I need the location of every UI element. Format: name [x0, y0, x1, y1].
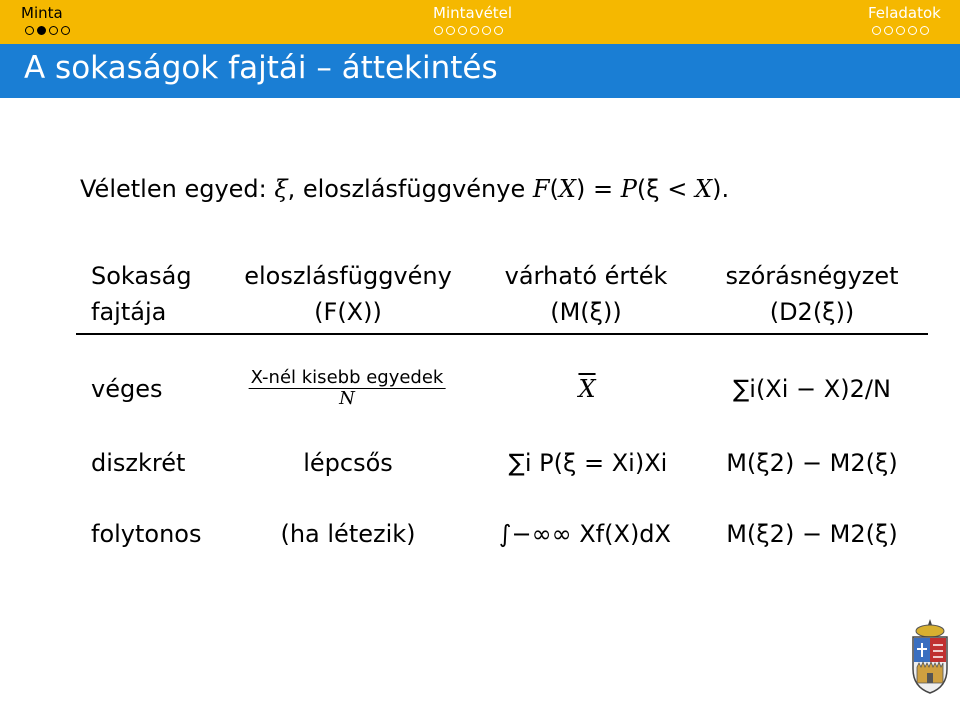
nav-dot[interactable]: [49, 26, 58, 35]
nav-dot[interactable]: [470, 26, 479, 35]
slide-title: A sokaságok fajtái – áttekintés: [24, 50, 498, 86]
row-folytonos-label: folytonos: [91, 520, 202, 548]
row-diszkret-cdf: lépcsős: [303, 449, 393, 477]
nav-section-feladatok[interactable]: Feladatok: [868, 4, 941, 22]
row-veges-cdf-fraction: [249, 368, 446, 409]
nav-dot[interactable]: [872, 26, 881, 35]
header-col2-line2: (F(X)): [314, 298, 382, 326]
row-veges-cdf-denominator: N: [339, 388, 355, 410]
nav-section-mintavetel[interactable]: Mintavétel: [433, 4, 513, 22]
nav-dot[interactable]: [446, 26, 455, 35]
nav-dot-current[interactable]: [37, 26, 46, 35]
header-col1-line2: fajtája: [91, 298, 167, 326]
nav-section-minta[interactable]: Minta: [21, 4, 63, 22]
row-diszkret-label: diszkrét: [91, 449, 186, 477]
nav-dot[interactable]: [434, 26, 443, 35]
header-col1-line1: Sokaság: [91, 262, 192, 290]
coat-of-arms-icon: [905, 617, 955, 695]
nav-dot[interactable]: [896, 26, 905, 35]
title-bar: [0, 44, 960, 98]
row-diszkret-variance: M(ξ2) − M2(ξ): [726, 449, 898, 477]
nav-dot[interactable]: [458, 26, 467, 35]
intro-prefix: Véletlen egyed:: [80, 175, 275, 203]
row-veges-mean: $\overline{X}$: [578, 375, 596, 403]
header-col4-line1: szórásnégyzet: [725, 262, 899, 290]
row-folytonos-mean: ∫−∞∞ Xf(X)dX: [499, 520, 671, 548]
header-col4-line2: (D2(ξ)): [769, 298, 855, 326]
header-rule: [76, 333, 928, 335]
header-col3-line1: várható érték: [504, 262, 668, 290]
nav-dot[interactable]: [25, 26, 34, 35]
nav-dots-minta: [25, 26, 70, 35]
intro-middle: , eloszlásfüggvénye: [287, 175, 533, 203]
navigation-bar: [0, 0, 960, 44]
row-diszkret-mean: ∑i P(ξ = Xi)Xi: [508, 449, 668, 477]
intro-xi: ξ: [274, 175, 288, 203]
nav-dot[interactable]: [61, 26, 70, 35]
intro-formula: F(X) = P(ξ < X).: [532, 175, 730, 203]
row-folytonos-cdf: (ha létezik): [280, 520, 416, 548]
row-veges-cdf-numerator: X-nél kisebb egyedek: [250, 367, 444, 388]
row-folytonos-variance: M(ξ2) − M2(ξ): [726, 520, 898, 548]
nav-dot[interactable]: [884, 26, 893, 35]
nav-dots-mintavetel: [434, 26, 503, 35]
row-veges-label: véges: [91, 375, 163, 403]
row-veges-variance: ∑i(Xi − X)2/N: [733, 375, 891, 403]
intro-line: [80, 175, 729, 203]
nav-dot[interactable]: [482, 26, 491, 35]
nav-dot[interactable]: [920, 26, 929, 35]
header-col3-line2: (M(ξ)): [550, 298, 622, 326]
header-col2-line1: eloszlásfüggvény: [244, 262, 452, 290]
nav-dots-feladatok: [872, 26, 929, 35]
nav-dot[interactable]: [908, 26, 917, 35]
nav-dot[interactable]: [494, 26, 503, 35]
